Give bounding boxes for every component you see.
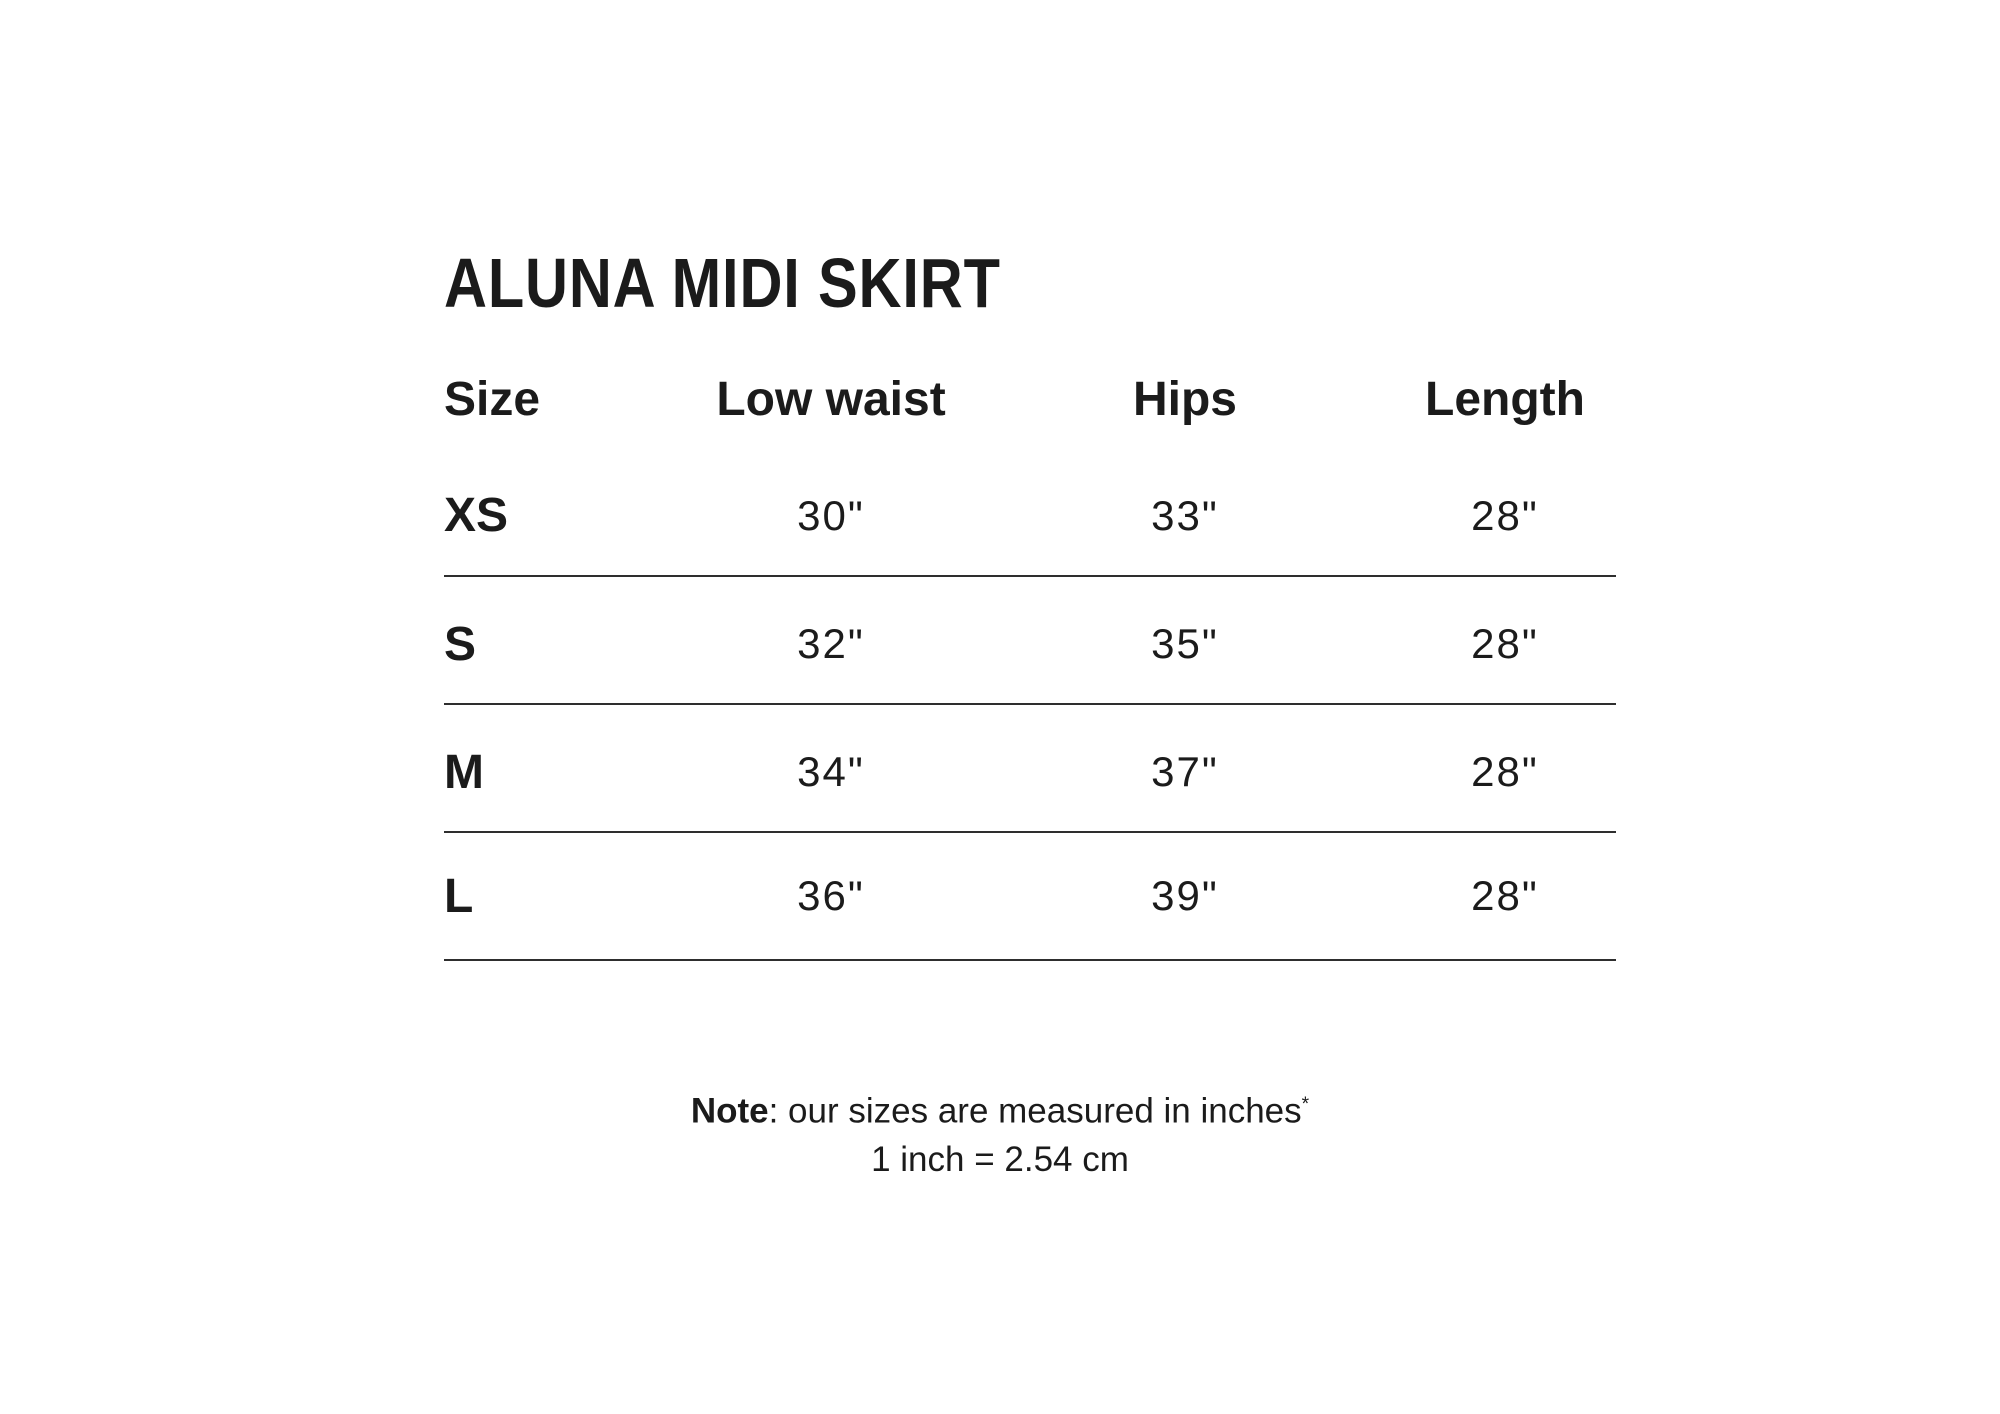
hips-value: 37" <box>1151 748 1219 795</box>
table-header-row <box>444 368 1616 430</box>
table-row-l <box>444 833 1616 961</box>
size-label: M <box>444 745 484 799</box>
table-row-xs <box>444 430 1616 577</box>
length-value: 28" <box>1471 748 1539 795</box>
size-label: L <box>444 869 474 923</box>
hips-value: 33" <box>1151 491 1219 539</box>
note-asterisk: * <box>1301 1094 1310 1115</box>
column-header-low-waist: Low waist <box>716 372 946 426</box>
size-chart-table <box>444 368 1616 961</box>
length-value: 28" <box>1471 491 1539 539</box>
table-row-s <box>444 577 1616 705</box>
low-waist-value: 34" <box>797 748 865 795</box>
page-title: ALUNA MIDI SKIRT <box>444 244 1001 322</box>
size-label: S <box>444 617 477 671</box>
size-label: XS <box>444 489 509 542</box>
length-value: 28" <box>1471 872 1539 919</box>
low-waist-value: 36" <box>797 872 865 919</box>
note-text: : our sizes are measured in inches <box>768 1091 1302 1131</box>
note-line-2: 1 inch = 2.54 cm <box>871 1139 1129 1179</box>
column-header-length: Length <box>1425 372 1585 426</box>
note-line-1 <box>0 1081 2000 1136</box>
low-waist-value: 32" <box>797 620 865 667</box>
column-header-hips: Hips <box>1132 372 1237 426</box>
measurement-note <box>0 1081 2000 1184</box>
low-waist-value: 30" <box>797 491 865 539</box>
column-header-size: Size <box>444 372 541 426</box>
note-label: Note <box>690 1091 769 1131</box>
length-value: 28" <box>1471 620 1539 667</box>
hips-value: 39" <box>1151 872 1219 919</box>
table-row-m <box>444 705 1616 833</box>
hips-value: 35" <box>1151 620 1219 667</box>
